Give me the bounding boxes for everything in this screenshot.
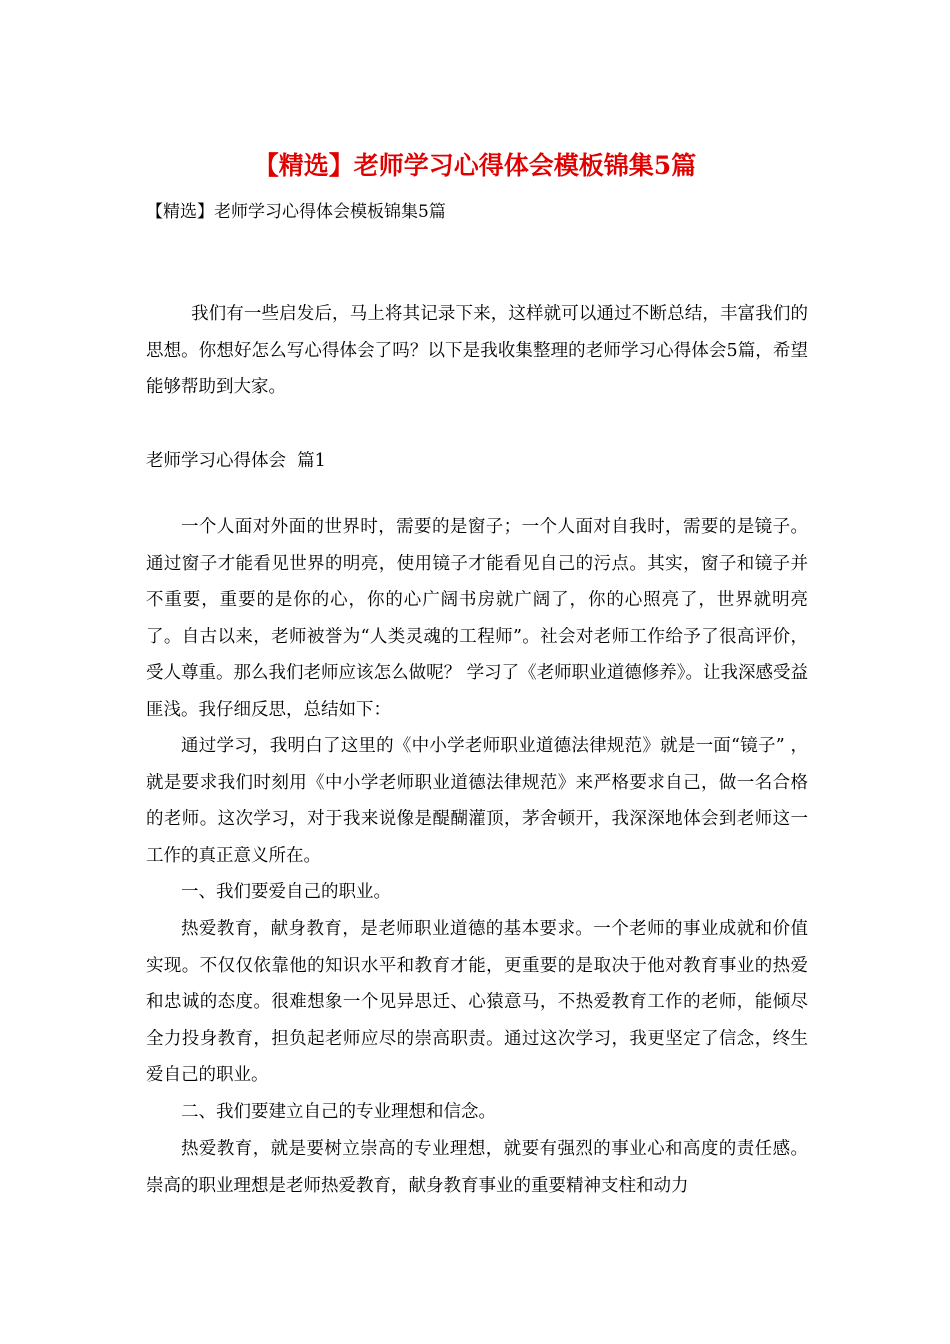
paragraph-3-heading: 一、我们要爱自己的职业。 xyxy=(181,882,391,902)
section-heading: 老师学习心得体会 篇1 xyxy=(146,451,326,471)
paragraph-4: 热爱教育，献身教育，是老师职业道德的基本要求。一个老师的事业成就和价值实现。不仅仅依靠他的知识水平和教育才能，更重要的是取决于他对教育事业的热爱和忠诚的态度。很难想象一个见异思迁、心猿意马，不热爱教育工作的老师，能倾尽全力投身教育，担负起老师应尽的崇高职责。通过这次学习，我更坚定了信念，终生爱自己的职业。 xyxy=(146,919,808,1085)
intro-paragraph: 我们有一些启发后，马上将其记录下来，这样就可以通过不断总结，丰富我们的思想。你想好怎么写心得体会了吗？以下是我收集整理的老师学习心得体会5篇，希望能够帮助到大家。 xyxy=(146,304,808,397)
paragraph-2: 通过学习，我明白了这里的《中小学老师职业道德法律规范》就是一面“镜子” ，就是要求我们时刻用《中小学老师职业道德法律规范》来严格要求自己，做一名合格的老师。这次学习，对于我来说像是醍醐灌顶，茅舍顿开，我深深地体会到老师这一工作的真正意义所在。 xyxy=(146,736,808,866)
paragraph-1: 一个人面对外面的世界时，需要的是窗子；一个人面对自我时，需要的是镜子。通过窗子才能看见世界的明亮，使用镜子才能看见自己的污点。其实，窗子和镜子并不重要，重要的是你的心，你的心广阔书房就广阔了，你的心照亮了，世界就明亮了。自古以来，老师被誉为“人类灵魂的工程师”。社会对老师工作给予了很高评价，受人尊重。那么我们老师应该怎么做呢？ 学习了《老师职业道德修养》。让我深感受益匪浅。我仔细反思，总结如下： xyxy=(146,517,808,720)
document-title: 【精选】老师学习心得体会模板锦集5篇 xyxy=(253,151,697,180)
paragraph-6: 热爱教育，就是要树立崇高的专业理想，就要有强烈的事业心和高度的责任感。崇高的职业理想是老师热爱教育，献身教育事业的重要精神支柱和动力 xyxy=(146,1139,808,1196)
document-subtitle: 【精选】老师学习心得体会模板锦集5篇 xyxy=(146,202,446,222)
paragraph-5-heading: 二、我们要建立自己的专业理想和信念。 xyxy=(181,1102,496,1122)
